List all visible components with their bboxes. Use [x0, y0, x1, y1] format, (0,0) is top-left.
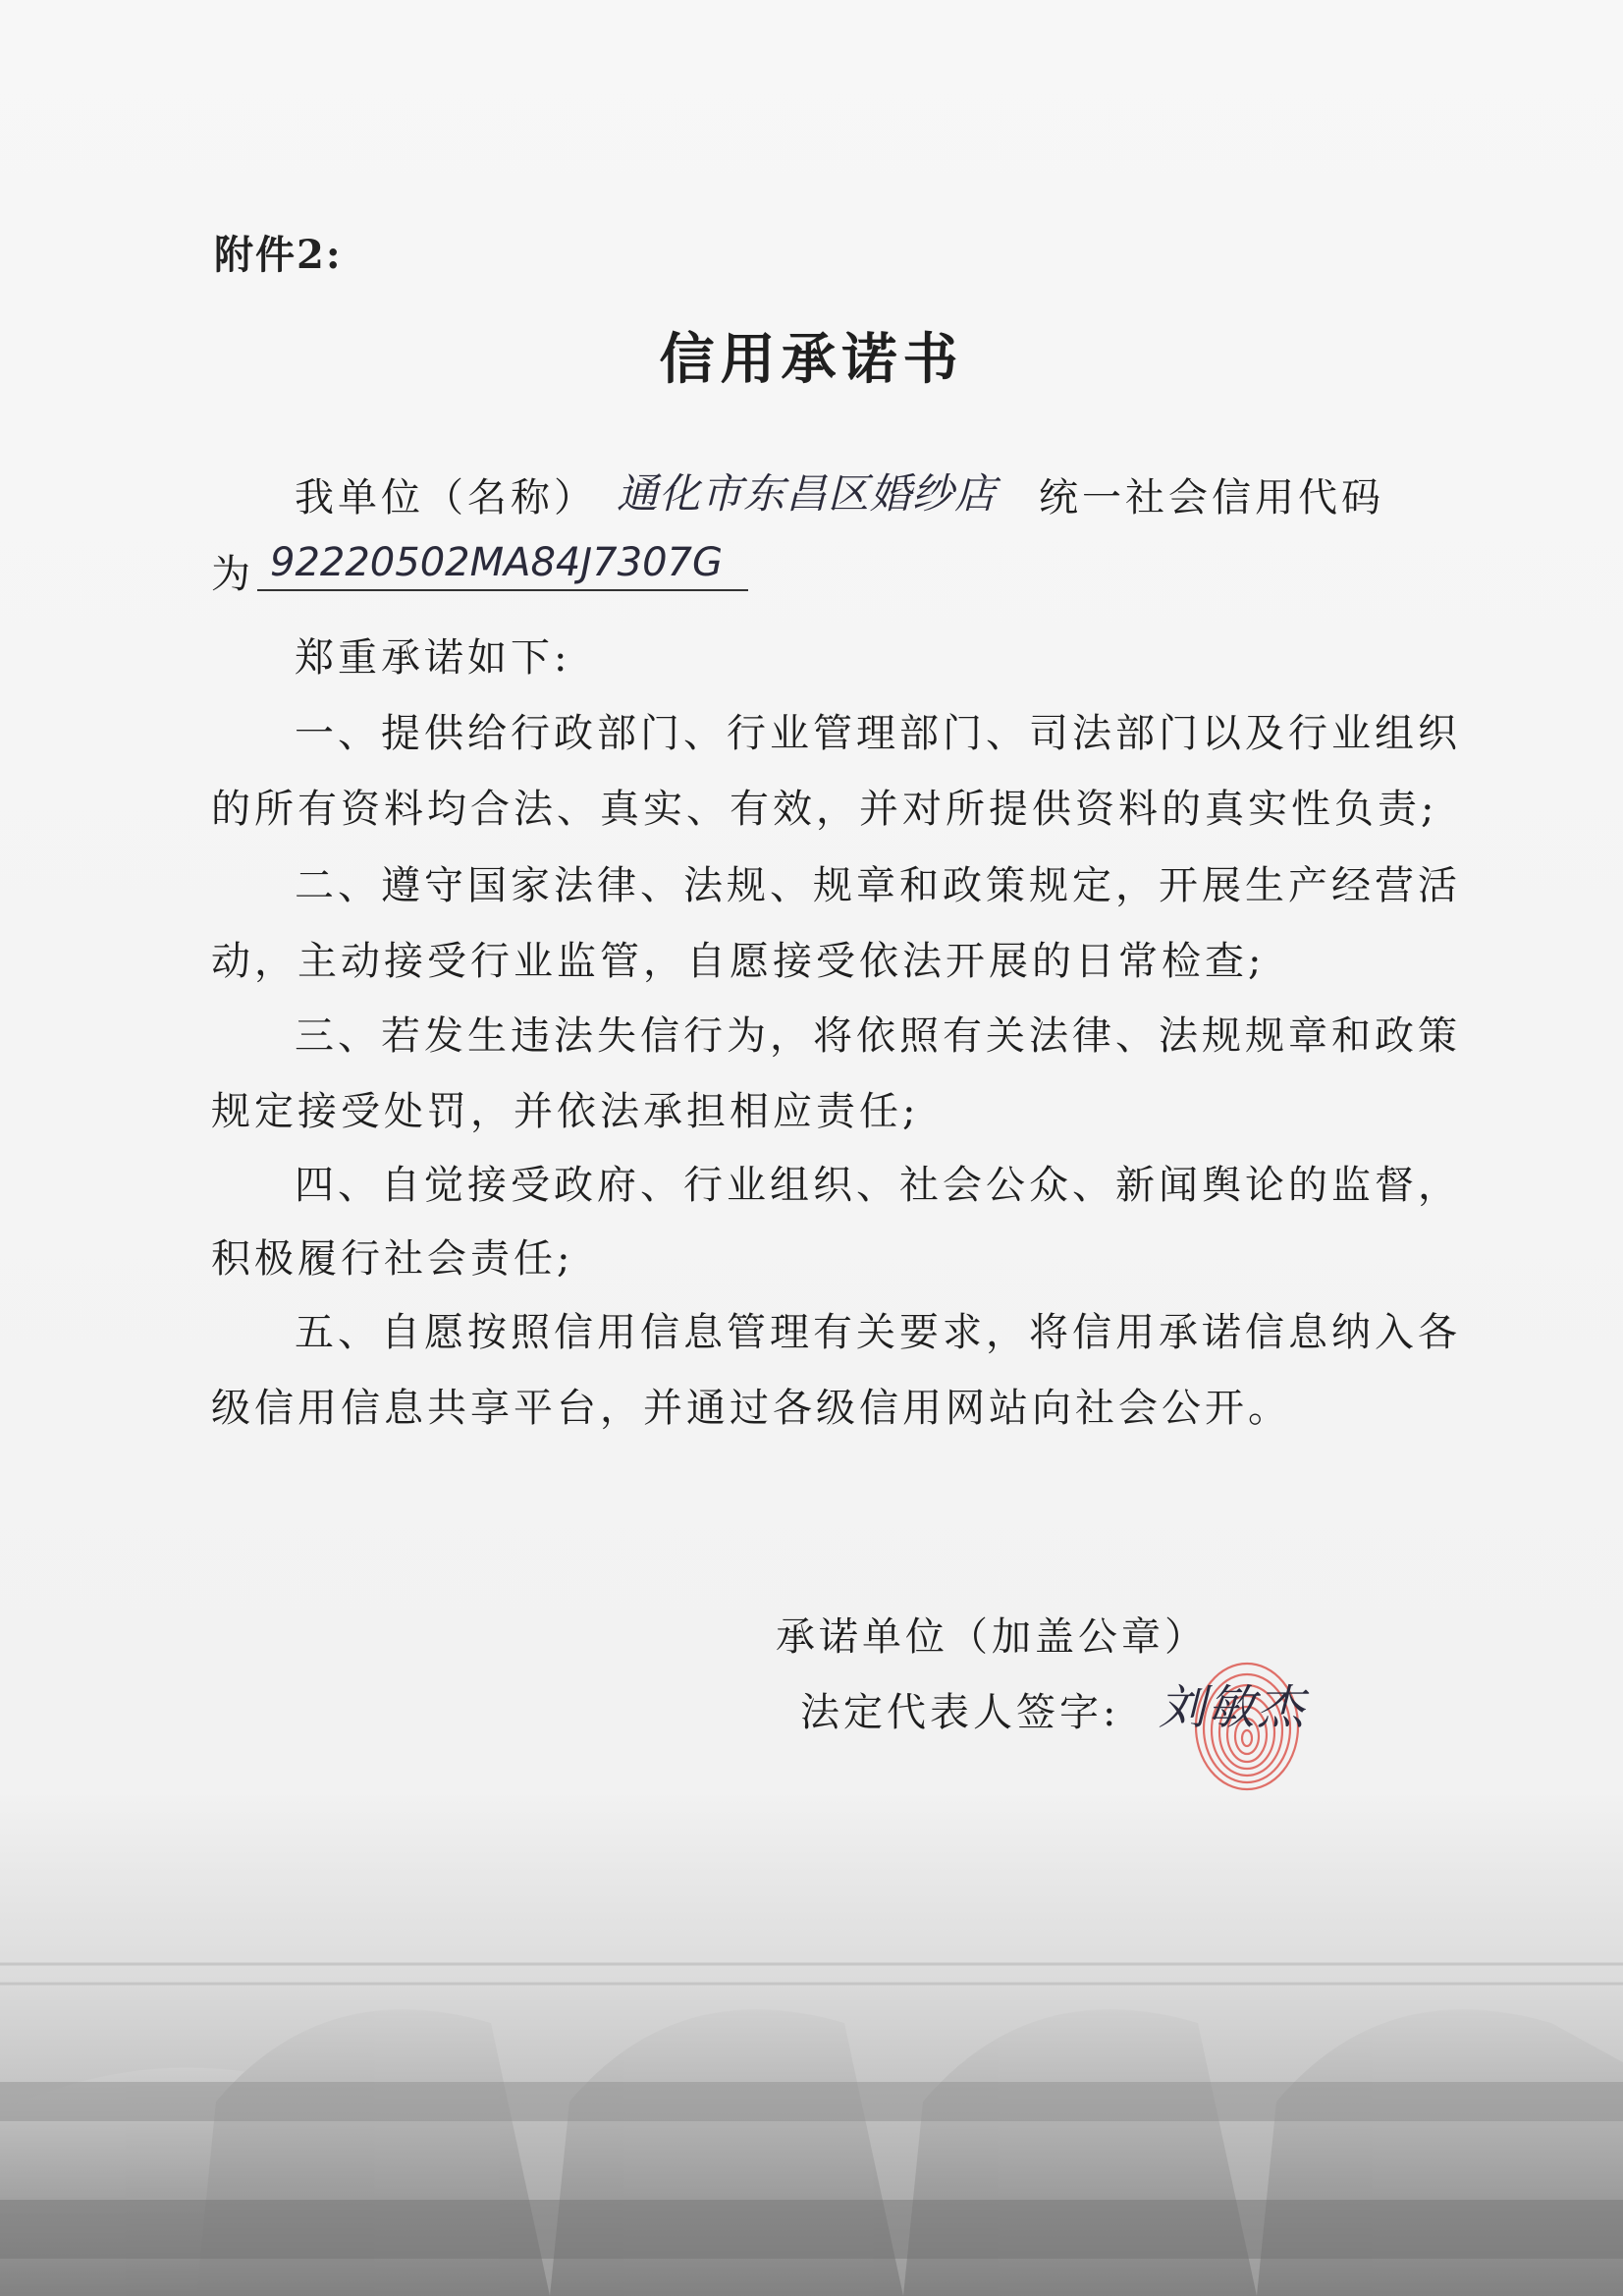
item-3-line-1: 三、若发生违法失信行为，将依照有关法律、法规规章和政策 — [295, 1013, 1461, 1059]
intro-suffix: 统一社会信用代码 — [1039, 475, 1384, 520]
item-1-line-1: 一、提供给行政部门、行业管理部门、司法部门以及行业组织 — [295, 711, 1461, 756]
credit-code-underline — [257, 589, 748, 591]
attachment-label: 附件2: — [214, 232, 343, 278]
representative-label: 法定代表人签字: — [800, 1690, 1120, 1735]
item-4-line-1: 四、自觉接受政府、行业组织、社会公众、新闻舆论的监督， — [295, 1163, 1461, 1208]
code-prefix: 为 — [211, 552, 254, 597]
item-5-line-2: 级信用信息共享平台，并通过各级信用网站向社会公开。 — [211, 1386, 1291, 1431]
promise-intro: 郑重承诺如下: — [295, 635, 571, 681]
seal-label: 承诺单位（加盖公章） — [776, 1614, 1208, 1660]
item-1-line-2: 的所有资料均合法、真实、有效，并对所提供资料的真实性负责; — [211, 787, 1438, 832]
item-2-line-2: 动，主动接受行业监管，自愿接受依法开展的日常检查; — [211, 939, 1266, 984]
item-3-line-2: 规定接受处罚，并依法承担相应责任; — [211, 1089, 920, 1134]
item-4-line-2: 积极履行社会责任; — [211, 1236, 574, 1282]
item-2-line-1: 二、遵守国家法律、法规、规章和政策规定，开展生产经营活 — [295, 863, 1461, 908]
intro-prefix: 我单位（名称） — [295, 475, 597, 520]
company-name-handwritten: 通化市东昌区婚纱店 — [617, 469, 998, 518]
credit-code-handwritten: 92220502MA84J7307G — [270, 540, 723, 585]
representative-signature: 刘敏杰 — [1159, 1680, 1307, 1735]
item-5-line-1: 五、自愿按照信用信息管理有关要求，将信用承诺信息纳入各 — [295, 1310, 1461, 1355]
page-title: 信用承诺书 — [659, 327, 964, 392]
